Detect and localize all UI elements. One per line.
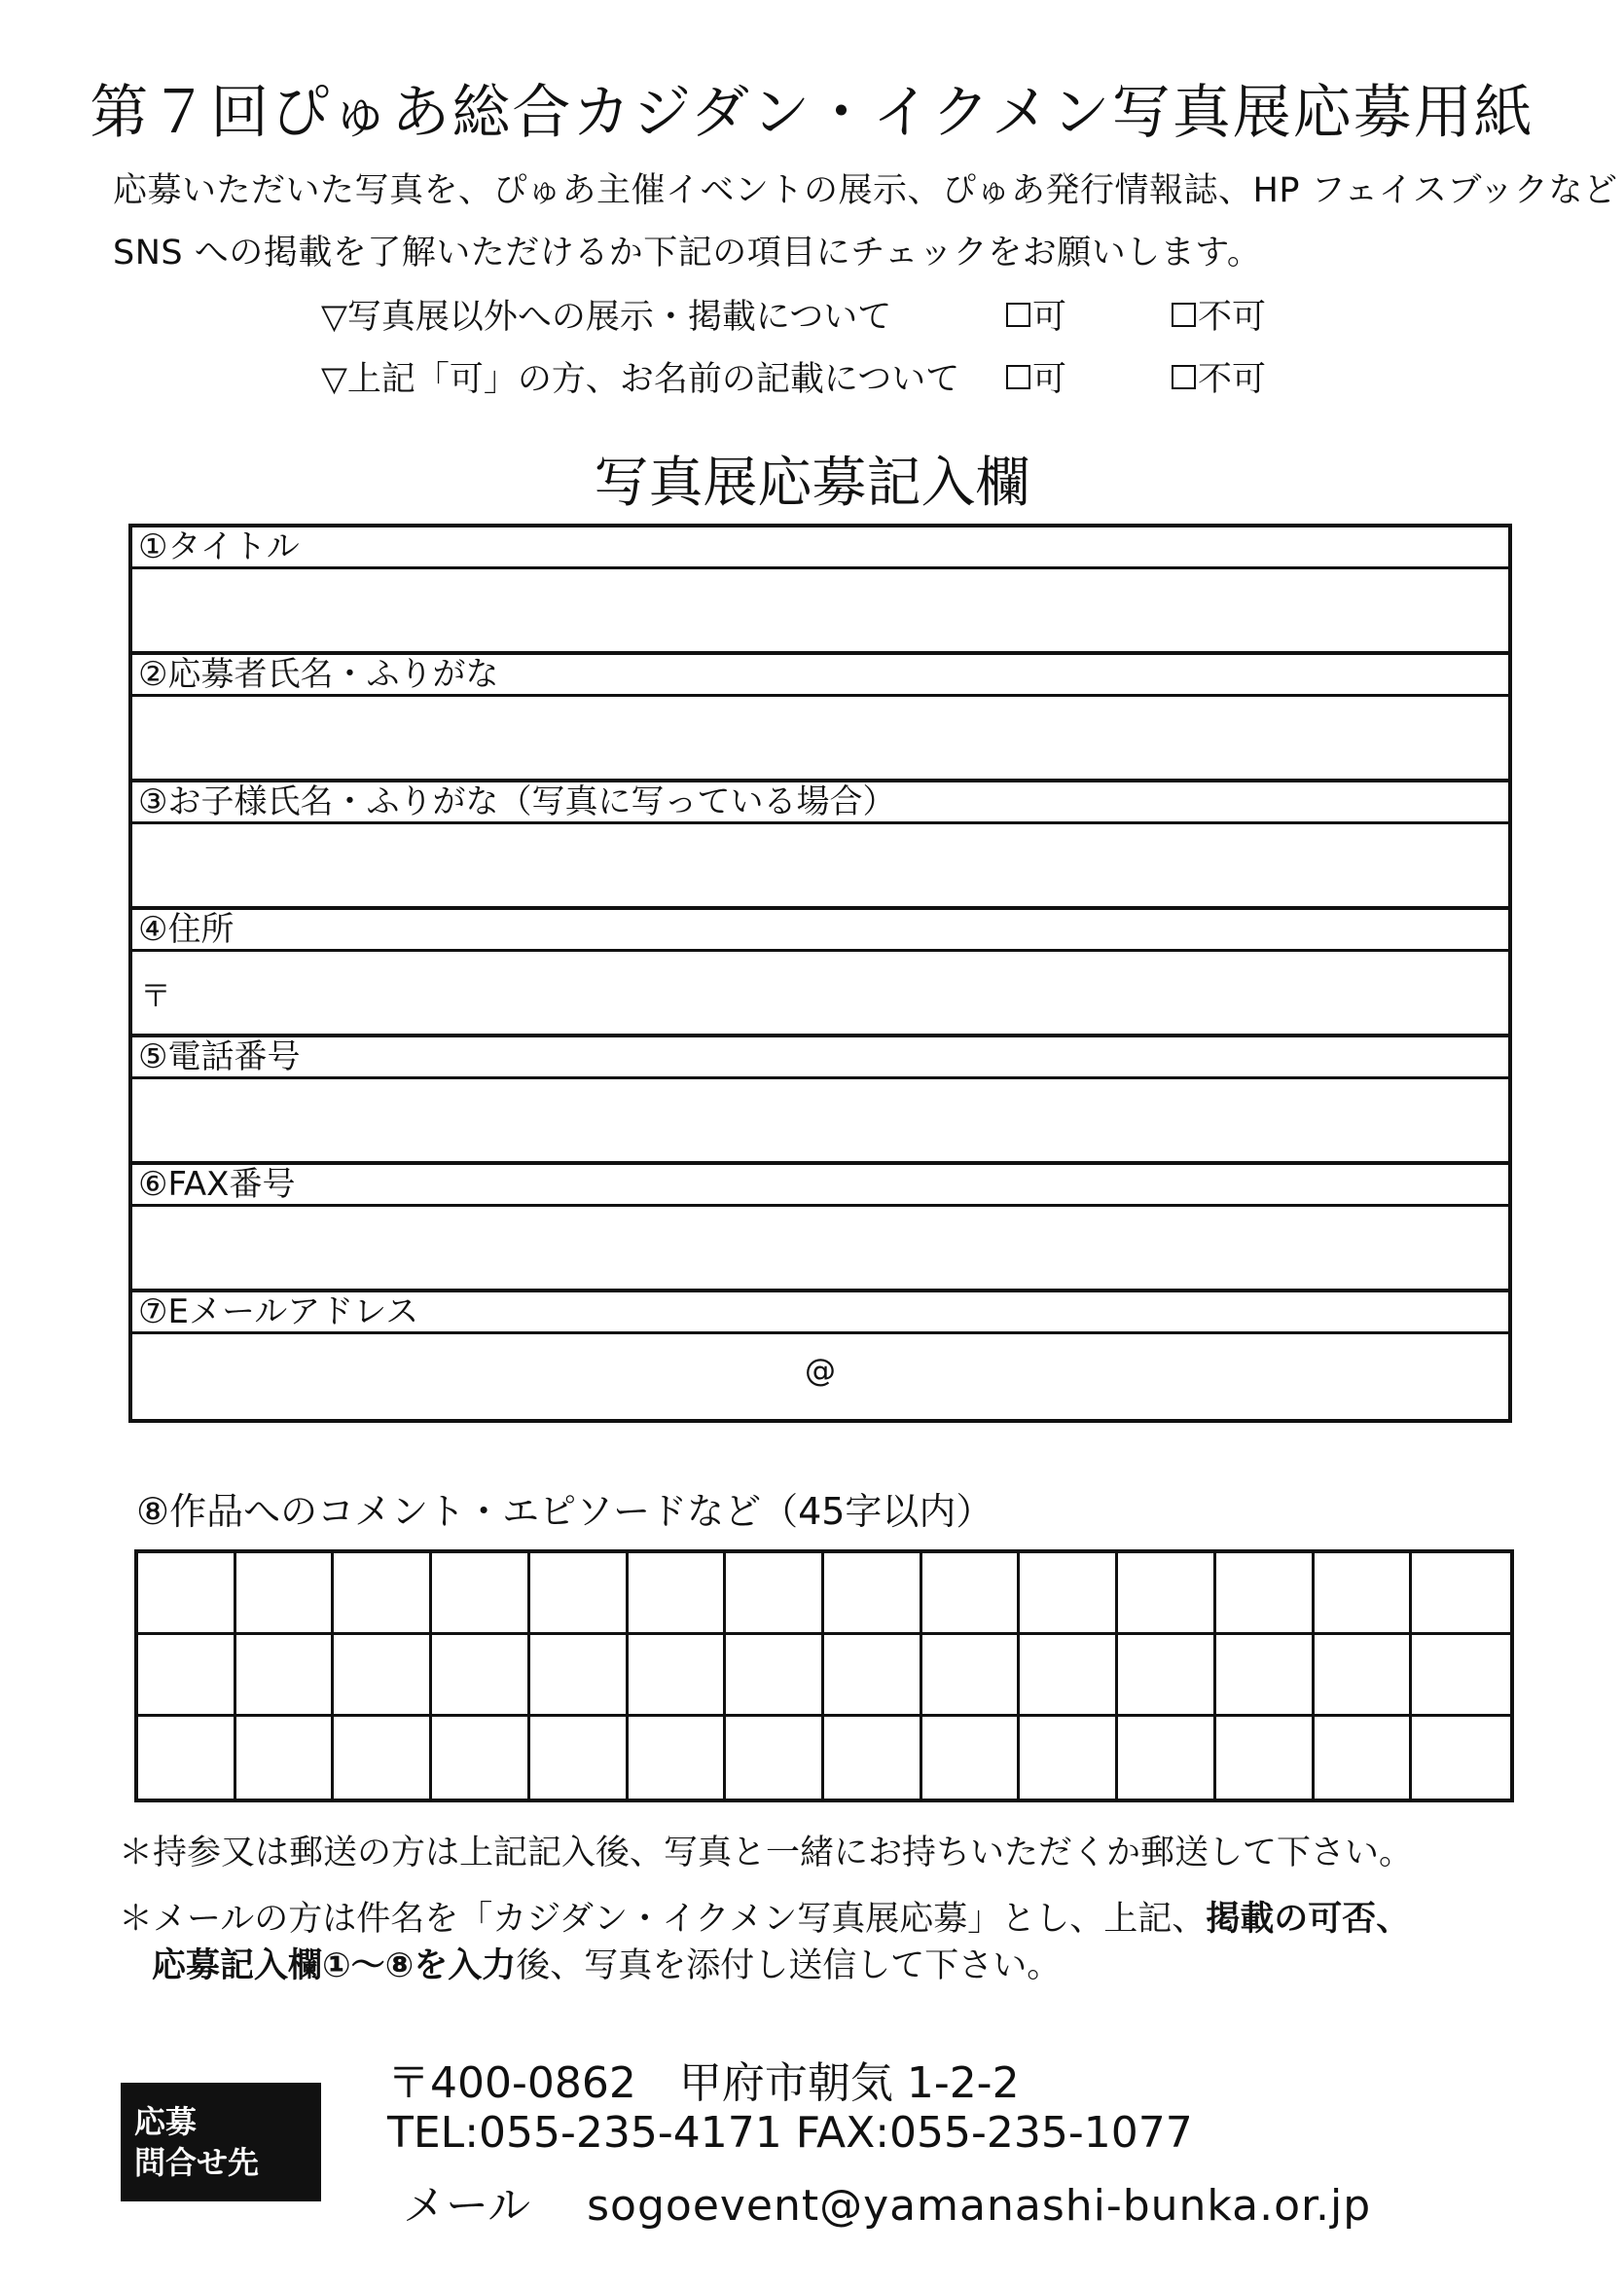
postal-mark: 〒 <box>140 977 172 1014</box>
comment-cell[interactable] <box>530 1553 629 1635</box>
comment-cell[interactable] <box>1020 1717 1118 1799</box>
consent-display-yes[interactable]: 可 <box>1006 290 1066 339</box>
comment-cell[interactable] <box>138 1635 236 1717</box>
comment-cell[interactable] <box>1216 1717 1315 1799</box>
field-input-child-name[interactable] <box>132 824 1508 910</box>
comment-cell[interactable] <box>629 1553 727 1635</box>
comment-cell[interactable] <box>334 1635 432 1717</box>
entry-table <box>128 524 1512 1423</box>
checkbox-icon[interactable] <box>1006 303 1030 327</box>
comment-cell[interactable] <box>1216 1553 1315 1635</box>
comment-cell[interactable] <box>726 1553 824 1635</box>
field-label-address: ④住所 <box>132 910 1508 952</box>
comment-cell[interactable] <box>432 1553 530 1635</box>
at-sign: @ <box>805 1352 836 1389</box>
comment-cell[interactable] <box>1315 1717 1413 1799</box>
comment-cell[interactable] <box>138 1553 236 1635</box>
comment-label: ⑧作品へのコメント・エピソードなど（45字以内） <box>136 1490 993 1533</box>
note-email-2: 応募記入欄①～⑧を入力後、写真を添付し送信して下さい。 <box>152 1946 1062 1985</box>
field-label-applicant-name: ②応募者氏名・ふりがな <box>132 655 1508 697</box>
field-input-phone[interactable] <box>132 1079 1508 1165</box>
comment-grid[interactable] <box>134 1549 1514 1802</box>
field-label-fax: ⑥FAX番号 <box>132 1165 1508 1207</box>
comment-cell[interactable] <box>334 1553 432 1635</box>
section-title: 写真展応募記入欄 <box>594 452 1030 515</box>
consent-question-name: ▽上記「可」の方、お名前の記載について <box>321 360 960 399</box>
comment-cell[interactable] <box>1412 1553 1510 1635</box>
field-input-title[interactable] <box>132 569 1508 655</box>
field-label-phone: ⑤電話番号 <box>132 1037 1508 1079</box>
email-link[interactable]: sogoevent@yamanashi-bunka.or.jp <box>587 2181 1372 2231</box>
comment-cell[interactable] <box>1118 1635 1216 1717</box>
field-label-title: ①タイトル <box>132 527 1508 569</box>
field-input-applicant-name[interactable] <box>132 697 1508 782</box>
comment-cell[interactable] <box>1020 1635 1118 1717</box>
checkbox-icon[interactable] <box>1172 303 1196 327</box>
email-label: メール <box>403 2181 531 2231</box>
comment-cell[interactable] <box>922 1553 1021 1635</box>
comment-cell[interactable] <box>1118 1553 1216 1635</box>
comment-cell[interactable] <box>922 1635 1021 1717</box>
checkbox-icon[interactable] <box>1172 365 1196 389</box>
comment-cell[interactable] <box>1315 1553 1413 1635</box>
consent-name-no[interactable]: 不可 <box>1172 352 1266 401</box>
comment-cell[interactable] <box>824 1635 922 1717</box>
comment-cell[interactable] <box>1216 1635 1315 1717</box>
field-input-address[interactable] <box>132 952 1508 1037</box>
comment-cell[interactable] <box>530 1717 629 1799</box>
contact-email-row <box>403 2170 1371 2233</box>
comment-cell[interactable] <box>1412 1635 1510 1717</box>
comment-cell[interactable] <box>726 1717 824 1799</box>
comment-cell[interactable] <box>824 1553 922 1635</box>
comment-cell[interactable] <box>236 1717 335 1799</box>
comment-cell[interactable] <box>922 1717 1021 1799</box>
comment-cell[interactable] <box>629 1717 727 1799</box>
field-label-child-name: ③お子様氏名・ふりがな（写真に写っている場合） <box>132 782 1508 824</box>
comment-cell[interactable] <box>1412 1717 1510 1799</box>
page-title: 第７回ぴゅあ総合カジダン・イクメン写真展応募用紙 <box>90 79 1534 147</box>
contact-badge: 応募 問合せ先 <box>121 2083 321 2201</box>
checkbox-icon[interactable] <box>1006 365 1030 389</box>
comment-cell[interactable] <box>432 1717 530 1799</box>
comment-cell[interactable] <box>236 1635 335 1717</box>
comment-cell[interactable] <box>530 1635 629 1717</box>
comment-cell[interactable] <box>236 1553 335 1635</box>
consent-display-no[interactable]: 不可 <box>1172 290 1266 339</box>
field-input-fax[interactable] <box>132 1207 1508 1292</box>
comment-cell[interactable] <box>1020 1553 1118 1635</box>
comment-cell[interactable] <box>138 1717 236 1799</box>
field-input-email[interactable] <box>132 1334 1508 1419</box>
intro-line-2: SNS への掲載を了解いただけるか下記の項目にチェックをお願いします。 <box>113 234 1262 273</box>
comment-cell[interactable] <box>1118 1717 1216 1799</box>
comment-cell[interactable] <box>334 1717 432 1799</box>
contact-address: 〒400-0862 甲府市朝気 1-2-2 <box>387 2058 1020 2108</box>
comment-cell[interactable] <box>432 1635 530 1717</box>
comment-cell[interactable] <box>726 1635 824 1717</box>
consent-name-yes[interactable]: 可 <box>1006 352 1066 401</box>
consent-question-display: ▽写真展以外への展示・掲載について <box>321 298 892 337</box>
note-mail-or-bring: ＊持参又は郵送の方は上記記入後、写真と一緒にお持ちいただくか郵送して下さい。 <box>119 1834 1414 1872</box>
comment-cell[interactable] <box>629 1635 727 1717</box>
field-label-email: ⑦Eメールアドレス <box>132 1292 1508 1334</box>
note-email-1: ＊メールの方は件名を「カジダン・イクメン写真展応募」とし、上記、掲載の可否、 <box>119 1900 1411 1939</box>
comment-cell[interactable] <box>1315 1635 1413 1717</box>
contact-tel-fax: TEL:055-235-4171 FAX:055-235-1077 <box>387 2108 1193 2158</box>
intro-line-1: 応募いただいた写真を、ぴゅあ主催イベントの展示、ぴゅあ発行情報誌、HP フェイスブックなど <box>113 171 1618 210</box>
comment-cell[interactable] <box>824 1717 922 1799</box>
